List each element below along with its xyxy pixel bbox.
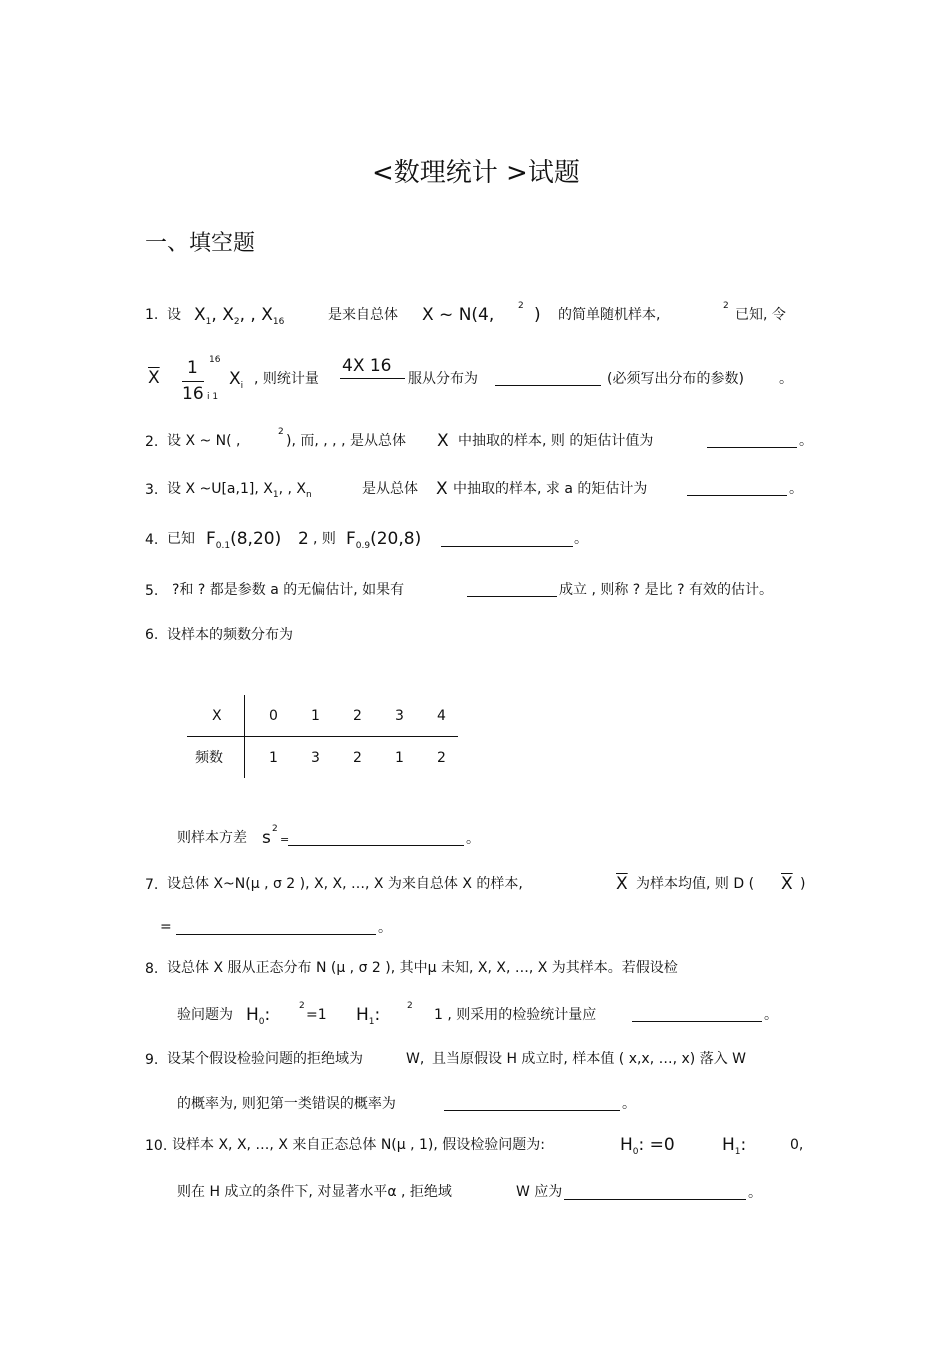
formula: ) — [534, 305, 541, 325]
formula: 2 — [298, 529, 309, 549]
table-cell: 3 — [311, 750, 320, 766]
text: 设总体 X 服从正态分布 N (μ , σ 2 ), 其中μ 未知, X, X, …, X 为其样本。若假设检 — [167, 960, 678, 976]
text: 设样本 X, X, …, X 来自正态总体 N(μ , 1), 假设检验问题为: — [172, 1137, 546, 1153]
table-cell: 4 — [437, 708, 446, 724]
text: 是来自总体 — [328, 307, 398, 323]
text: ), 而, , , , 是从总体 — [286, 433, 406, 449]
xbar: $\overline{X}$ — [148, 368, 160, 388]
formula: =1 — [306, 1007, 327, 1023]
text: 则在 H 成立的条件下, 对显著水平α , 拒绝域 — [177, 1184, 452, 1200]
text: ?和 ? 都是参数 a 的无偏估计, 如果有 — [172, 582, 405, 598]
fraction-bar — [340, 378, 405, 379]
text: 是从总体 — [362, 481, 418, 497]
formula: $X_1$, $X_2$, , $X_{16}$ — [194, 305, 285, 327]
formula: X — [436, 479, 448, 499]
text: 设总体 X~N(μ , σ 2 ), X, X, …, X 为来自总体 X 的样本, — [167, 876, 523, 892]
question-number: 2. — [145, 434, 159, 450]
question-number: 5. — [145, 583, 159, 599]
formula: 设 X ~U[a,1], $X_1$, , $X_n$ — [167, 481, 312, 500]
formula: $F_{0.1}(8,20)$ — [206, 529, 282, 551]
xbar: $\overline{X}$ — [781, 874, 793, 894]
table-cell: 2 — [353, 708, 362, 724]
text: , 则 — [313, 531, 336, 547]
answer-blank[interactable] — [632, 1007, 762, 1022]
text: 。 — [789, 481, 803, 497]
sum-lower: i 1 — [207, 392, 219, 402]
text: 。 — [622, 1096, 636, 1112]
answer-blank[interactable] — [564, 1185, 746, 1200]
text: 已知, 令 — [735, 307, 786, 323]
question-number: 8. — [145, 961, 159, 977]
text: 验问题为 — [177, 1007, 233, 1023]
text: 。 — [779, 371, 793, 387]
formula: X ~ N(4, — [422, 305, 495, 325]
text: 中抽取的样本, 则 的矩估计值为 — [458, 433, 654, 449]
sum-upper: 16 — [209, 355, 221, 365]
table-cell: 1 — [311, 708, 320, 724]
answer-blank[interactable] — [467, 582, 557, 597]
table-cell: 0 — [269, 708, 278, 724]
text: ) — [800, 876, 806, 892]
formula: $H_1$: — [356, 1005, 381, 1027]
formula: $H_0$: =0 — [620, 1135, 675, 1157]
fraction-numerator: 1 — [187, 358, 198, 378]
text: 为样本均值, 则 D ( — [636, 876, 755, 892]
text: 0, — [790, 1137, 804, 1153]
text: 的概率为, 则犯第一类错误的概率为 — [177, 1096, 396, 1112]
text: = — [160, 919, 172, 935]
text: 。 — [378, 920, 392, 936]
question-number: 10. — [145, 1138, 168, 1154]
text: 。 — [466, 831, 480, 847]
table-cell: 3 — [395, 708, 404, 724]
text: 设某个假设检验问题的拒绝域为 — [167, 1051, 363, 1067]
table-divider-horizontal — [187, 736, 458, 737]
text: 设样本的频数分布为 — [167, 627, 293, 643]
superscript: 2 — [407, 1001, 413, 1011]
answer-blank[interactable] — [441, 532, 573, 547]
answer-blank[interactable] — [707, 433, 797, 448]
formula: s — [262, 828, 271, 848]
page-title: <数理统计 >试题 — [372, 158, 580, 188]
superscript: 2 — [299, 1001, 305, 1011]
table-row-label: X — [212, 708, 222, 724]
text: , 则统计量 — [254, 371, 319, 387]
text: 则样本方差 — [177, 830, 247, 846]
statistic-numerator: 4X 16 — [342, 356, 392, 376]
xbar: $\overline{X}$ — [616, 874, 628, 894]
text: 服从分布为 — [408, 371, 478, 387]
table-cell: 2 — [353, 750, 362, 766]
text: W 应为 — [516, 1184, 563, 1200]
superscript: 2 — [723, 301, 729, 311]
answer-blank[interactable] — [288, 831, 464, 846]
question-number: 6. — [145, 627, 159, 643]
fraction-bar — [182, 381, 204, 382]
formula: X — [437, 431, 449, 451]
text: 1 , 则采用的检验统计量应 — [434, 1007, 597, 1023]
table-row-label: 频数 — [195, 750, 223, 766]
superscript: 2 — [518, 301, 524, 311]
text: 。 — [764, 1007, 778, 1023]
text: 已知 — [167, 531, 195, 547]
formula: = — [280, 833, 290, 846]
table-cell: 2 — [437, 750, 446, 766]
formula: $H_1$: — [722, 1135, 747, 1157]
text: W, — [406, 1051, 425, 1067]
answer-blank[interactable] — [495, 371, 601, 386]
superscript: 2 — [272, 824, 278, 834]
text: 。 — [748, 1185, 762, 1201]
text: 。 — [574, 531, 588, 547]
table-cell: 1 — [269, 750, 278, 766]
answer-blank[interactable] — [687, 481, 787, 496]
answer-blank[interactable] — [444, 1096, 620, 1111]
question-number: 3. — [145, 482, 159, 498]
question-number: 9. — [145, 1052, 159, 1068]
answer-blank[interactable] — [176, 920, 376, 935]
fraction-denominator: 16 — [182, 384, 204, 404]
text: 且当原假设 H 成立时, 样本值 ( x,x, …, x) 落入 W — [432, 1051, 747, 1067]
question-number: 4. — [145, 532, 159, 548]
text: 设 — [167, 307, 181, 323]
question-number: 7. — [145, 877, 159, 893]
section-heading: 一、填空题 — [145, 231, 256, 256]
formula: $H_0$: — [246, 1005, 271, 1027]
table-cell: 1 — [395, 750, 404, 766]
question-number: 1. — [145, 307, 159, 323]
text: (必须写出分布的参数) — [607, 371, 744, 387]
formula: $X_i$ — [229, 369, 244, 391]
text: 。 — [799, 433, 813, 449]
superscript: 2 — [278, 427, 284, 437]
text: 设 X ~ N( , — [167, 433, 241, 449]
text: 中抽取的样本, 求 a 的矩估计为 — [453, 481, 648, 497]
text: 成立 , 则称 ? 是比 ? 有效的估计。 — [559, 582, 774, 598]
text: 的简单随机样本, — [558, 307, 661, 323]
formula: $F_{0.9}(20,8)$ — [346, 529, 422, 551]
